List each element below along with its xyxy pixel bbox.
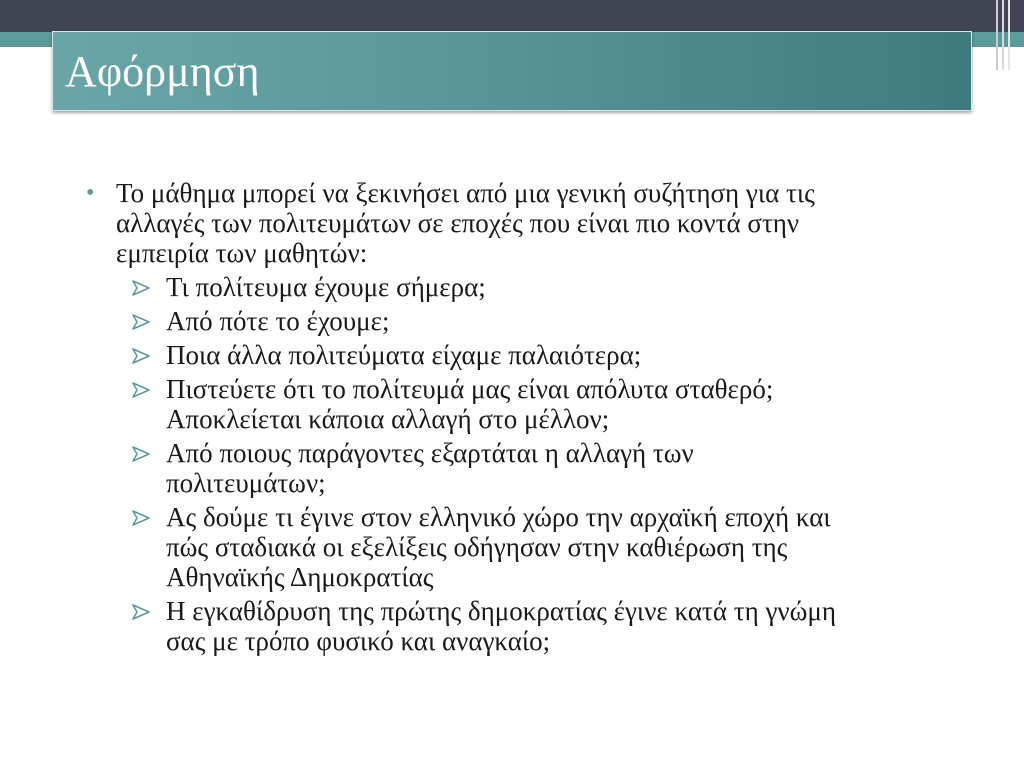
sub-bullet-line: πώς σταδιακά οι εξελίξεις οδήγησαν στην καθιέρωση της	[166, 532, 788, 562]
sub-bullet-item	[86, 438, 966, 498]
sub-bullet-line: Η εγκαθίδρυση της πρώτης δημοκρατίας έγινε κατά τη γνώμη	[166, 596, 836, 626]
sub-bullet-item	[86, 596, 966, 656]
sub-bullet-line: Ας δούμε τι έγινε στον ελληνικό χώρο την αρχαϊκή εποχή και	[166, 502, 831, 532]
main-bullet-item	[86, 178, 966, 268]
sub-bullet-item	[86, 374, 966, 434]
top-header-band	[0, 0, 1024, 32]
slide-content	[86, 178, 966, 656]
sub-bullet-line: Τι πολίτευμα έχουμε σήμερα;	[166, 272, 486, 302]
title-bar	[52, 31, 972, 111]
sub-bullet-item	[86, 272, 966, 302]
sub-bullet-line: Αποκλείεται κάποια αλλαγή στο μέλλον;	[166, 404, 610, 434]
slide-title: Αφόρμηση	[65, 47, 260, 96]
sub-bullet-item	[86, 306, 966, 336]
sub-bullet-line: Ποια άλλα πολιτεύματα είχαμε παλαιότερα;	[166, 340, 642, 370]
sub-bullet-line: Από πότε το έχουμε;	[166, 306, 390, 336]
sub-bullet-item	[86, 502, 966, 592]
decorative-stripes	[994, 0, 1024, 70]
sub-bullet-line: σας με τρόπο φυσικό και αναγκαίο;	[166, 626, 551, 656]
sub-bullet-list	[86, 272, 966, 656]
main-bullet-line: Το μάθημα μπορεί να ξεκινήσει από μια γενική συζήτηση για τις	[116, 178, 815, 208]
sub-bullet-item	[86, 340, 966, 370]
sub-bullet-line: πολιτευμάτων;	[166, 468, 326, 498]
sub-bullet-line: Πιστεύετε ότι το πολίτευμά μας είναι απόλυτα σταθερό;	[166, 374, 774, 404]
main-bullet-line: αλλαγές των πολιτευμάτων σε εποχές που είναι πιο κοντά στην	[116, 208, 800, 238]
sub-bullet-line: Από ποιους παράγοντες εξαρτάται η αλλαγή των	[166, 438, 694, 468]
round-bullet-icon: •	[86, 180, 95, 206]
main-bullet-line: εμπειρία των μαθητών:	[116, 238, 368, 268]
sub-bullet-line: Αθηναϊκής Δημοκρατίας	[166, 562, 434, 592]
